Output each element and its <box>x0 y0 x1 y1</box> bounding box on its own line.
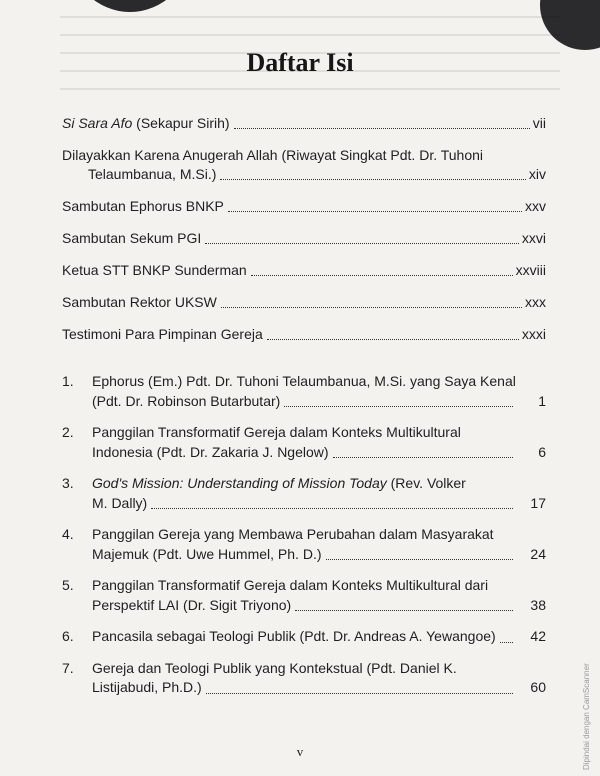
leader-dots <box>251 275 513 276</box>
entry-title-cont: Telaumbanua, M.Si.) <box>88 166 217 182</box>
leader-dots <box>500 642 513 643</box>
leader-dots <box>326 559 514 560</box>
entry-title-italic: Si Sara Afo <box>62 115 133 131</box>
scanner-watermark: Dipindai dengan CamScanner <box>582 663 591 770</box>
entry-title: Sambutan Sekum PGI <box>62 230 202 246</box>
chapter-page: 24 <box>530 545 546 562</box>
entry-title: Ketua STT BNKP Sunderman <box>62 262 247 278</box>
chapter-list <box>62 372 546 710</box>
entry-page: xxviii <box>515 262 546 278</box>
chapter-page: 17 <box>530 494 546 511</box>
chapter-title: Gereja dan Teologi Publik yang Kontekstual (Pdt. Daniel K. <box>92 659 457 676</box>
entry-title: Sambutan Rektor UKSW <box>62 294 217 310</box>
toc-entry-riwayat-singkat[interactable] <box>62 146 546 184</box>
leader-dots <box>295 610 513 611</box>
toc-chapter-3[interactable] <box>62 474 546 513</box>
page-title: Daftar Isi <box>246 48 354 77</box>
toc-chapter-1[interactable] <box>62 372 546 411</box>
toc-chapter-5[interactable] <box>62 576 546 615</box>
chapter-number: 6. <box>62 628 74 644</box>
chapter-number: 7. <box>62 659 74 676</box>
leader-dots <box>234 128 530 129</box>
entry-title: (Sekapur Sirih) <box>132 115 230 131</box>
entry-title: Testimoni Para Pimpinan Gereja <box>62 326 263 342</box>
entry-page: xxv <box>525 198 546 214</box>
leader-dots <box>333 457 513 458</box>
chapter-author: Majemuk (Pdt. Uwe Hummel, Ph. D.) <box>92 545 322 562</box>
toc-chapter-7[interactable] <box>62 659 546 698</box>
toc-chapter-2[interactable] <box>62 423 546 462</box>
chapter-title: (Rev. Volker <box>386 475 466 491</box>
chapter-author: Perspektif LAI (Dr. Sigit Triyono) <box>92 596 292 613</box>
chapter-title: Panggilan Transformatif Gereja dalam Konteks Multikultural dari <box>92 577 489 593</box>
page-number: v <box>296 744 304 759</box>
chapter-page: 42 <box>530 628 546 644</box>
entry-page: xxvi <box>521 230 546 246</box>
chapter-title: Panggilan Gereja yang Membawa Perubahan dalam Masyarakat <box>92 526 494 542</box>
toc-chapter-6[interactable] <box>62 627 546 647</box>
chapter-title: Pancasila sebagai Teologi Publik (Pdt. Dr. Andreas A. Yewangoe) <box>92 628 496 644</box>
toc-entry-testimoni[interactable] <box>62 325 546 344</box>
chapter-number: 3. <box>62 475 74 491</box>
chapter-page: 38 <box>530 596 546 613</box>
chapter-author: Listijabudi, Ph.D.) <box>92 679 202 695</box>
leader-dots <box>220 179 525 180</box>
leader-dots <box>267 339 519 340</box>
front-matter-list <box>62 114 546 357</box>
leader-dots <box>205 243 519 244</box>
chapter-page: 60 <box>530 679 546 695</box>
chapter-page: 6 <box>538 443 546 460</box>
chapter-author: M. Dally) <box>92 494 148 511</box>
chapter-title-italic: God's Mission: Understanding of Mission Today <box>92 475 387 491</box>
chapter-author: Indonesia (Pdt. Dr. Zakaria J. Ngelow) <box>92 443 329 460</box>
chapter-title: Panggilan Transformatif Gereja dalam Konteks Multikultural <box>92 424 461 440</box>
leader-dots <box>284 406 513 407</box>
entry-title: Sambutan Ephorus BNKP <box>62 198 224 214</box>
toc-entry-sambutan-rektor[interactable] <box>62 293 546 312</box>
entry-page: xxx <box>525 294 546 310</box>
entry-page: xxxi <box>521 326 546 342</box>
chapter-number: 2. <box>62 424 74 440</box>
leader-dots <box>206 693 513 694</box>
toc-chapter-4[interactable] <box>62 525 546 564</box>
chapter-number: 1. <box>62 373 74 389</box>
toc-entry-sambutan-sekum[interactable] <box>62 229 546 248</box>
chapter-page: 1 <box>538 392 546 409</box>
toc-entry-sambutan-ephorus[interactable] <box>62 197 546 216</box>
leader-dots <box>151 508 513 509</box>
chapter-number: 5. <box>62 577 74 593</box>
entry-title: Dilayakkan Karena Anugerah Allah (Riwayat Singkat Pdt. Dr. Tuhoni <box>62 147 484 163</box>
chapter-title: Ephorus (Em.) Pdt. Dr. Tuhoni Telaumbanua, M.Si. yang Saya Kenal <box>92 373 516 389</box>
toc-entry-ketua-stt[interactable] <box>62 261 546 280</box>
toc-entry-sekapur-sirih[interactable] <box>62 114 546 133</box>
entry-page: vii <box>532 115 546 131</box>
chapter-number: 4. <box>62 526 74 542</box>
leader-dots <box>228 211 522 212</box>
entry-page: xiv <box>528 166 546 182</box>
leader-dots <box>221 307 522 308</box>
chapter-author: (Pdt. Dr. Robinson Butarbutar) <box>92 392 281 409</box>
